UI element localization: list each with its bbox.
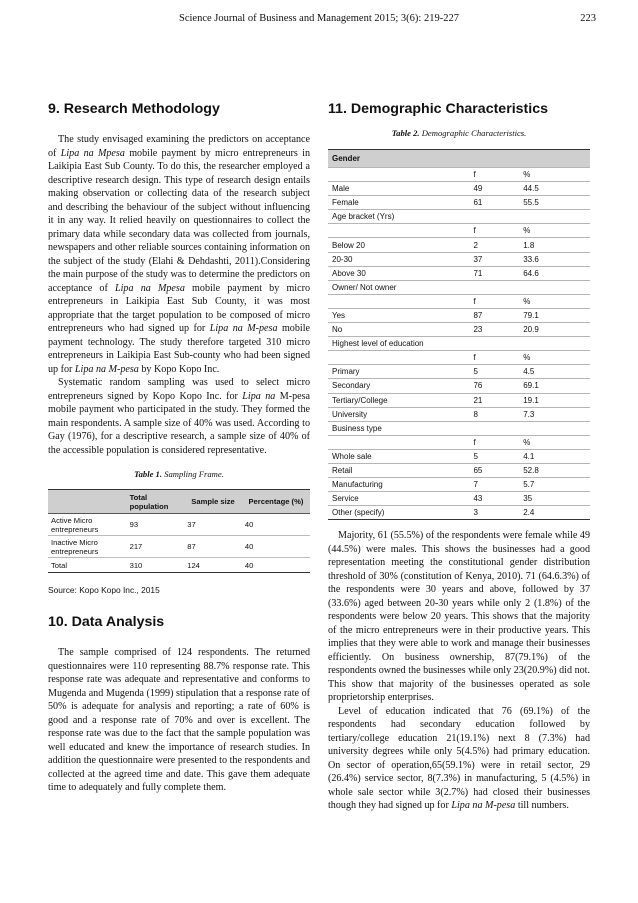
table-row [328,407,590,421]
table-cell: 69.1 [519,379,590,393]
table-cell: 1.8 [519,238,590,252]
table-cell: Other (specify) [328,506,469,520]
text-run: by Kopo Kopo Inc. [138,363,220,375]
table-cell: 44.5 [519,182,590,196]
table-cell: No [328,323,469,337]
table-cell: 4.5 [519,365,590,379]
table-cell: 87 [184,536,242,558]
table-cell: 40 [242,536,310,558]
table-row [328,351,590,365]
table-cell: 8 [469,407,519,421]
column-header: Percentage (%) [248,497,304,506]
sampling-frame-table [48,489,310,573]
table-cell: 40 [242,558,310,573]
table-cell: Total [48,558,127,573]
table-row [328,492,590,506]
table-cell: 21 [469,393,519,407]
caption-label: Table 2. [391,128,420,138]
text-run: Majority, 61 (55.5%) of the respondents were female while 49 (44.5%) were males. This shows the businesses had a good representation meeting the constitutional gender distribution threshold of 30% (constitution of Kenya, 2010). 71 (64.6.3%) of the respondents were 30 years and above, followed by 37 (33.6%) aged between 20-30 years while only 2 (1.8%) of the respondents were below 20 years. This shows that the majority of the micro entrepreneurs were in their productive years. This implies that they were able to work and manage their businesses efficiently. On business ownership, 87(79.1%) of the respondents owned the businesses while only 23(20.9%) did not. This show that majority of the businesses operated as sole proprietorship enterprises. [328,530,590,704]
table-cell: Highest level of education [328,337,590,351]
table-cell: 33.6 [519,252,590,266]
table-cell: 37 [184,514,242,536]
text-run: M-pesa mobile payment who participated in the study. They formed the main respondents. A sample size of 40% was used. According to Gay (1976), for a descriptive research, a sample size of 40% of the accessible population is considered representative. [48,390,311,456]
table-cell: 4.1 [519,449,590,463]
table-row [328,365,590,379]
table-cell: 7 [469,478,519,492]
table-cell: 5.7 [519,478,590,492]
table-cell: Age bracket (Yrs) [328,210,590,224]
table-cell: Inactive Micro entrepreneurs [48,536,127,558]
italic-term: Lipa na [242,390,276,402]
caption-label: Table 1. [134,469,163,479]
right-column [328,100,590,813]
table-row [328,463,590,477]
table-row [328,379,590,393]
table-row [48,514,310,536]
running-header [0,11,638,27]
table-caption [48,469,310,480]
table-cell: f [469,294,519,308]
page-number: 223 [580,13,596,24]
table-cell: Active Micro entrepreneurs [48,514,127,536]
table-cell: Below 20 [328,238,469,252]
italic-term: Lipa na Mpesa [60,147,125,159]
table-cell: 52.8 [519,463,590,477]
table-cell [328,168,469,182]
table-cell: 35 [519,492,590,506]
column-header: Sample size [191,497,235,506]
table-row [328,266,590,280]
table-cell: Retail [328,463,469,477]
text-run: The study envisaged examining the predictors on acceptance of [48,134,310,159]
column-header [48,490,127,514]
text-run: Level of education indicated that 76 (69.1%) of the respondents had secondary education followed by tertiary/college education 21(19.1%) next 8 (7.3%) had university degrees while only 5(4.5%) had primary education. On sector of operation,65(59.1%) were in retail sector, 29 (26.4%) service sector, 8(7.3%) in manufacturing, 5 (4.5%) in whole sale sector while 3(2.7%) had closed their businesses though they had signed up for [328,705,590,812]
caption-text: Sampling Frame. [162,469,224,479]
table-cell: f [469,351,519,365]
table-cell: 20.9 [519,323,590,337]
text-run: mobile payment technology. The study therefore targeted 310 micro entrepreneurs in Laikipia East Sub-county who had been signed up for [48,323,310,375]
text-run: Systematic random sampling was used to select micro entrepreneurs signed by Kopo Kopo Inc. for [48,377,310,402]
table-row [328,238,590,252]
section-heading-data-analysis: 10. Data Analysis [48,614,165,630]
table-cell: 71 [469,266,519,280]
table-cell: 40 [242,514,310,536]
table-cell: % [519,294,590,308]
table-cell: f [469,168,519,182]
journal-citation: Science Journal of Business and Management 2015; 3(6): 219-227 [179,13,459,24]
table-cell: Female [328,196,469,210]
section-heading-research-methodology: 9. Research Methodology [48,101,220,117]
table-cell [328,351,469,365]
table-row [328,224,590,238]
table-cell: 87 [469,308,519,322]
italic-term: Lipa na M-pesa [74,363,139,375]
table-cell: 65 [469,463,519,477]
table-cell: 93 [127,514,185,536]
table-cell: % [519,168,590,182]
italic-term: Lipa na M-pesa [209,323,278,334]
table-row [328,323,590,337]
table-source: Source: Kopo Kopo Inc., 2015 [48,585,160,595]
table-cell: 49 [469,182,519,196]
table-cell [328,294,469,308]
table-section-row [328,280,590,294]
table-cell: 5 [469,449,519,463]
table-section-row [328,210,590,224]
table-cell: 217 [127,536,185,558]
table-row [328,252,590,266]
table-cell: 79.1 [519,308,590,322]
table-cell: Business type [328,421,590,435]
table-row [328,308,590,322]
section-heading-demographics: 11. Demographic Characteristics [328,101,549,117]
text-run: till numbers. [515,800,569,812]
table-row [328,393,590,407]
table-cell: Manufacturing [328,478,469,492]
table-cell: 61 [469,196,519,210]
caption-text: Demographic Characteristics. [419,128,527,138]
table-cell: % [519,351,590,365]
table-cell: 43 [469,492,519,506]
column-header: Total population [129,492,169,511]
table-row [328,196,590,210]
table-cell: f [469,435,519,449]
table-row [328,168,590,182]
table-row [48,536,310,558]
table-cell: 20-30 [328,252,469,266]
paragraph [328,705,590,813]
table-row [328,435,590,449]
paragraph [328,529,590,705]
table-cell: 2.4 [519,506,590,520]
table-section-row [328,150,590,168]
table-cell: 7.3 [519,407,590,421]
table-cell: 64.6 [519,266,590,280]
table-section-row [328,337,590,351]
table-cell: 37 [469,252,519,266]
italic-term: Lipa na M-pesa [451,800,516,812]
left-column [48,100,310,795]
table-cell: University [328,407,469,421]
table-cell: Secondary [328,379,469,393]
table-cell: % [519,435,590,449]
table-cell: % [519,224,590,238]
table-cell: Male [328,182,469,196]
table-cell: Tertiary/College [328,393,469,407]
table-section-row [328,421,590,435]
table-cell: 55.5 [519,196,590,210]
paragraph [48,376,310,457]
table-cell: 76 [469,379,519,393]
table-cell: Service [328,492,469,506]
italic-term: Lipa na Mpesa [115,282,185,294]
paragraph [48,646,310,795]
table-row [328,449,590,463]
table-cell: 3 [469,506,519,520]
text-run: The sample comprised of 124 respondents. The returned questionnaires were 110 representing 88.7% response rate. This response rate was adequate and representative and conforms to Mugenda and Mugenda (1999) stipulation that a response rate of 50% is adequate for analysis and reporting; a rate of 60% is good and a response rate of 70% and over is excellent. The response rate was due to the fact that the sample population was well educated and knew the importance of research studies. In addition the questionnaire were presented to the respondents and collected at the agreed time and date. This gave them adequate time to adequately and fully complete them. [48,647,310,793]
table-cell: Above 30 [328,266,469,280]
table-cell [328,435,469,449]
table-cell: Yes [328,308,469,322]
table-row [48,558,310,573]
demographic-table [328,149,590,520]
table-cell: 310 [127,558,185,573]
table-cell: 2 [469,238,519,252]
table-cell: 124 [184,558,242,573]
table-cell: Gender [328,150,590,168]
text-run: mobile payment by micro entrepreneurs in Laikipia East Sub County. To do this, the researcher employed a descriptive research design. This type of research design entails making observation or collecting data of the research subject and describing the behaviour of the subject without influencing it in any way. It relied heavily on questionnaires to collect the primary data while secondary data was collected from journals, newspapers and other reliable sources containing information on the subject of the study (Elahi & Dehdashti, 2011).Considering the main purpose of the study was to determine the predictors on acceptance of [48,147,310,294]
table-cell: Owner/ Not owner [328,280,590,294]
table-row [328,182,590,196]
table-cell: 19.1 [519,393,590,407]
table-cell: f [469,224,519,238]
table-cell: 5 [469,365,519,379]
table-header-row [48,490,310,514]
table-cell: Primary [328,365,469,379]
text-run: mobile payment by micro entrepreneurs in Laikipia East Sub County, it was most appropriate that the target population to be composed of micro entrepreneurs who had signed up for [48,282,310,334]
table-cell [328,224,469,238]
table-caption [328,128,590,139]
table-cell: Whole sale [328,449,469,463]
table-cell: 23 [469,323,519,337]
table-row [328,478,590,492]
table-row [328,294,590,308]
table-row [328,506,590,520]
paragraph [48,133,310,376]
